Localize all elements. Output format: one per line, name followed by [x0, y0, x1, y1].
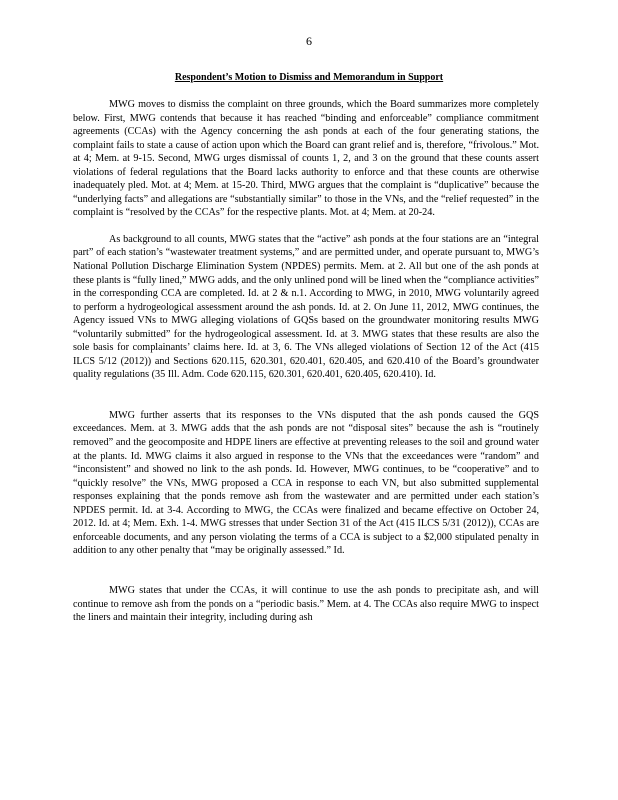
paragraph: MWG moves to dismiss the complaint on three grounds, which the Board summarizes more completely below. First, MWG contends that because it has reached “binding and enforceable” compliance commitment agreements (CCAs) with the Agency concerning the ash ponds at each of the four generating stations, the complaint fails to state a cause of action upon which the Board can grant relief and is, therefore, “frivolous.” Mot. at 4; Mem. at 9-15. Second, MWG urges dismissal of counts 1, 2, and 3 on the ground that these counts assert violations of federal regulations that the Board lacks authority to enforce and that these counts are otherwise inadequately pled. Mot. at 4; Mem. at 15-20. Third, MWG argues that the complaint is “duplicative” because the “underlying facts” and allegations are “substantially similar” to those in the VNs, and the “relief requested” in the complaint is “resolved by the CCAs” for the respective plants. Mot. at 4; Mem. at 20-24. [73, 99, 539, 219]
paragraph: As background to all counts, MWG states that the “active” ash ponds at the four stations are an “integral part” of each station’s “wastewater treatment systems,” and are permitted under, and operate pursuant to, MWG’s National Pollution Discharge Elimination System (NPDES) permits. Mem. at 2. All but one of the ash ponds at these plants is “fully lined,” MWG adds, and the only unlined pond will be lined when the “compliance activities” in the corresponding CCA are completed. Id. at 2 & n.1. According to MWG, in 2010, MWG voluntarily agreed to perform a hydrogeological assessment around the ash ponds. Id. at 2. On June 11, 2012, MWG continues, the Agency issued VNs to MWG alleging violations of GQSs based on the groundwater monitoring results MWG “voluntarily submitted” for the hydrogeological assessment. Id. at 3. MWG states that these results are also the sole basis for complainants’ claims here. Id. at 3, 6. The VNs alleged violations of Section 12 of the Act (415 ILCS 5/12 (2012)) and Sections 620.115, 620.301, 620.401, 620.405, and 620.410 of the Board’s groundwater quality regulations (35 Ill. Adm. Code 620.115, 620.301, 620.401, 620.405, 620.410). Id. [73, 233, 539, 381]
page-number: 6 [306, 34, 312, 48]
document-body [73, 98, 539, 639]
section-heading: Respondent’s Motion to Dismiss and Memorandum in Support [174, 72, 444, 83]
paragraph: MWG further asserts that its responses to the VNs disputed that the ash ponds caused the GQS exceedances. Mem. at 3. MWG adds that the ash ponds are not “disposal sites” because the ash is “routinely removed” and the geocomposite and HDPE liners are effective at preventing releases to the soil and ground water at the plants. Id. MWG claims it also argued in response to the VNs that the exceedances were “random” and “inconsistent” and showed no link to the ash ponds. Id. However, MWG continues, to be “cooperative” and to “quickly resolve” the VNs, MWG proposed a CCA in response to each VN, but also submitted supplemental responses explaining that the ponds remove ash from the wastewater and are permitted under each station’s NPDES permit. Id. at 3-4. According to MWG, the CCAs were finalized and became effective on October 24, 2012. Id. at 4; Mem. Exh. 1-4. MWG stresses that under Section 31 of the Act (415 ILCS 5/31 (2012)), CCAs are enforceable documents, and any person violating the terms of a CCA is subject to a $2,000 stipulated penalty in addition to any other penalty that “may be originally assessed.” Id. [73, 409, 539, 557]
paragraph: MWG states that under the CCAs, it will continue to use the ash ponds to precipitate ash, and will continue to remove ash from the ponds on a “periodic basis.” Mem. at 4. The CCAs also require MWG to inspect the liners and maintain their integrity, including during ash [73, 584, 539, 624]
